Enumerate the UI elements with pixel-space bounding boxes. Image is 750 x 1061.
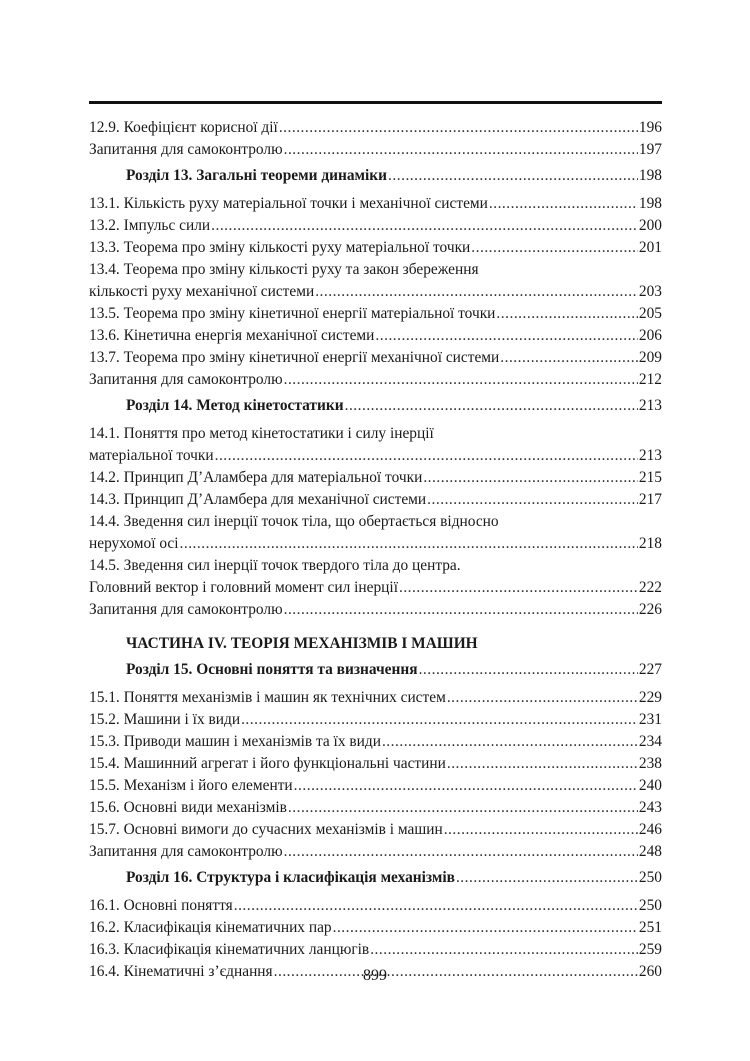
table-of-contents — [89, 117, 662, 983]
section-heading: Розділ 13. Загальні теореми динаміки ..... 198 — [89, 165, 662, 187]
part-heading: ЧАСТИНА IV. ТЕОРІЯ МЕХАНІЗМІВ І МАШИН — [126, 635, 478, 652]
toc-entry: 16.1. Основні поняття ..... 250 — [89, 895, 662, 917]
toc-entry: 15.1. Поняття механізмів і машин як технічних систем ..... 229 — [89, 687, 662, 709]
toc-entry: 12.9. Коефіцієнт корисної дії ..... 196 — [89, 117, 662, 139]
toc-entry: 16.2. Класифікація кінематичних пар ..... 251 — [89, 917, 662, 939]
toc-entry: 13.7. Теорема про зміну кінетичної енергії механічної системи ..... 209 — [89, 347, 662, 369]
toc-entry: 14.2. Принцип Д’Аламбера для матеріальної точки ..... 215 — [89, 467, 662, 489]
page-number: 899 — [363, 967, 387, 984]
section-heading: Розділ 15. Основні поняття та визначення ..... 227 — [89, 659, 662, 681]
toc-entry: 13.3. Теорема про зміну кількості руху матеріальної точки ..... 201 — [89, 237, 662, 259]
toc-entry: Запитання для самоконтролю ..... 248 — [89, 841, 662, 863]
toc-entry: 15.4. Машинний агрегат і його функціональні частини ..... 238 — [89, 753, 662, 775]
toc-entry: Головний вектор і головний момент сил інерції ..... 222 — [89, 577, 662, 599]
section-heading: Розділ 14. Метод кінетостатики ..... 213 — [89, 395, 662, 417]
toc-entry: 15.2. Машини і їх види ..... 231 — [89, 709, 662, 731]
toc-entry: 14.1. Поняття про метод кінетостатики і силу інерції — [89, 425, 434, 442]
toc-entry: матеріальної точки ..... 213 — [89, 445, 662, 467]
section-heading: Розділ 16. Структура і класифікація механізмів ..... 250 — [89, 867, 662, 889]
toc-entry: нерухомої осі ..... 218 — [89, 533, 662, 555]
toc-entry: 13.1. Кількість руху матеріальної точки і механічної системи ..... 198 — [89, 193, 662, 215]
toc-entry: 15.7. Основні вимоги до сучасних механізмів і машин ..... 246 — [89, 819, 662, 841]
toc-entry: 14.4. Зведення сил інерції точок тіла, що обертається відносно — [89, 513, 499, 530]
toc-entry: 16.3. Класифікація кінематичних ланцюгів ..... 259 — [89, 939, 662, 961]
toc-entry: 15.5. Механізм і його елементи ..... 240 — [89, 775, 662, 797]
toc-entry: 15.3. Приводи машин і механізмів та їх види ..... 234 — [89, 731, 662, 753]
toc-entry: 14.5. Зведення сил інерції точок твердого тіла до центра. — [89, 557, 461, 574]
toc-entry: 13.6. Кінетична енергія механічної системи ..... 206 — [89, 325, 662, 347]
toc-entry: 15.6. Основні види механізмів ..... 243 — [89, 797, 662, 819]
toc-entry: Запитання для самоконтролю ..... 226 — [89, 599, 662, 621]
toc-entry: 13.5. Теорема про зміну кінетичної енергії матеріальної точки ..... 205 — [89, 303, 662, 325]
toc-entry: Запитання для самоконтролю ..... 197 — [89, 139, 662, 161]
header-rule — [89, 101, 662, 104]
toc-entry: Запитання для самоконтролю ..... 212 — [89, 369, 662, 391]
toc-entry: кількості руху механічної системи ..... 203 — [89, 281, 662, 303]
toc-entry: 14.3. Принцип Д’Аламбера для механічної системи ..... 217 — [89, 489, 662, 511]
toc-entry: 13.2. Імпульс сили ..... 200 — [89, 215, 662, 237]
toc-entry: 16.4. Кінематичні з’єднання ..... 260 — [89, 961, 662, 983]
toc-entry: 13.4. Теорема про зміну кількості руху та закон збереження — [89, 261, 479, 278]
